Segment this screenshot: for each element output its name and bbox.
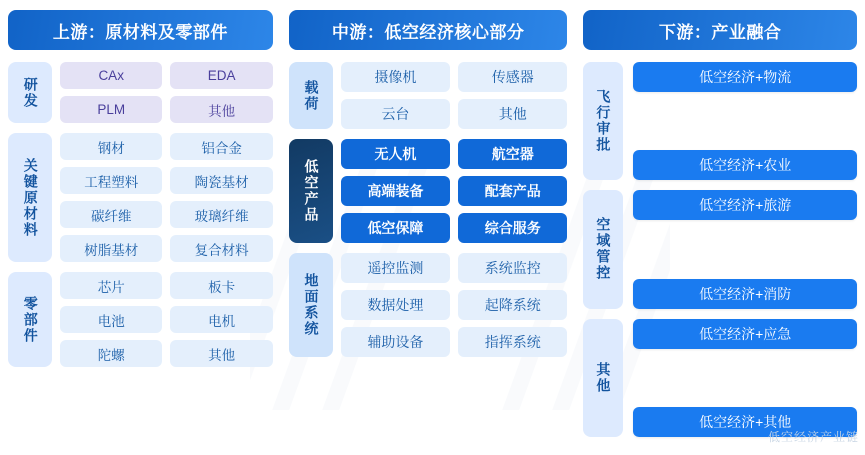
- item-cell[interactable]: 陀螺: [60, 340, 162, 367]
- list-item[interactable]: 低空经济+旅游: [633, 190, 857, 220]
- group-label-other: 其他: [583, 319, 623, 437]
- group-upstream-rd: [8, 62, 273, 123]
- group-items-other: [633, 319, 857, 437]
- item-cell[interactable]: 芯片: [60, 272, 162, 299]
- item-cell[interactable]: 树脂基材: [60, 235, 162, 262]
- group-items-components: [60, 272, 273, 367]
- item-cell[interactable]: 其他: [170, 96, 272, 123]
- list-item[interactable]: 低空经济+其他: [633, 407, 857, 437]
- group-label-components: 零部件: [8, 272, 52, 367]
- item-cell[interactable]: 板卡: [170, 272, 272, 299]
- item-cell[interactable]: PLM: [60, 96, 162, 123]
- group-label-products: 低空产品: [289, 139, 333, 243]
- item-cell[interactable]: 电池: [60, 306, 162, 333]
- item-cell[interactable]: 铝合金: [170, 133, 272, 160]
- group-upstream-materials: [8, 133, 273, 262]
- item-cell[interactable]: 高端装备: [341, 176, 450, 206]
- list-item[interactable]: 低空经济+消防: [633, 279, 857, 309]
- column-downstream: [575, 10, 857, 447]
- item-cell[interactable]: 低空保障: [341, 213, 450, 243]
- group-midstream-products: [289, 139, 568, 243]
- item-cell[interactable]: 指挥系统: [458, 327, 567, 357]
- item-cell[interactable]: 起降系统: [458, 290, 567, 320]
- list-item[interactable]: 低空经济+农业: [633, 150, 857, 180]
- group-label-flight-approval: 飞行审批: [583, 62, 623, 180]
- item-cell[interactable]: 复合材料: [170, 235, 272, 262]
- group-items-airspace-control: [633, 190, 857, 308]
- group-upstream-components: [8, 272, 273, 367]
- group-midstream-ground: [289, 253, 568, 357]
- group-label-materials: 关键原材料: [8, 133, 52, 262]
- item-cell[interactable]: 电机: [170, 306, 272, 333]
- group-items-products: [341, 139, 568, 243]
- item-cell[interactable]: 数据处理: [341, 290, 450, 320]
- item-cell[interactable]: 其他: [458, 99, 567, 129]
- item-cell[interactable]: CAx: [60, 62, 162, 89]
- list-item[interactable]: 低空经济+物流: [633, 62, 857, 92]
- item-cell[interactable]: EDA: [170, 62, 272, 89]
- item-cell[interactable]: 配套产品: [458, 176, 567, 206]
- group-downstream-flight-approval: [583, 62, 857, 180]
- group-label-rd: 研发: [8, 62, 52, 123]
- group-label-payload: 载荷: [289, 62, 333, 129]
- column-upstream: [8, 10, 281, 447]
- column-upstream-title: 上游：原材料及零部件: [8, 10, 273, 50]
- item-cell[interactable]: 无人机: [341, 139, 450, 169]
- column-downstream-title: 下游：产业融合: [583, 10, 857, 50]
- group-midstream-payload: [289, 62, 568, 129]
- item-cell[interactable]: 碳纤维: [60, 201, 162, 228]
- group-items-rd: [60, 62, 273, 123]
- item-cell[interactable]: 摄像机: [341, 62, 450, 92]
- group-items-flight-approval: [633, 62, 857, 180]
- item-cell[interactable]: 钢材: [60, 133, 162, 160]
- item-cell[interactable]: 辅助设备: [341, 327, 450, 357]
- group-items-payload: [341, 62, 568, 129]
- item-cell[interactable]: 陶瓷基材: [170, 167, 272, 194]
- column-midstream: [281, 10, 576, 447]
- group-items-materials: [60, 133, 273, 262]
- group-downstream-airspace-control: [583, 190, 857, 308]
- item-cell[interactable]: 工程塑料: [60, 167, 162, 194]
- item-cell[interactable]: 其他: [170, 340, 272, 367]
- watermark-label: 低空经济产业链: [767, 430, 859, 444]
- item-cell[interactable]: 遥控监测: [341, 253, 450, 283]
- list-item[interactable]: 低空经济+应急: [633, 319, 857, 349]
- item-cell[interactable]: 玻璃纤维: [170, 201, 272, 228]
- group-label-ground: 地面系统: [289, 253, 333, 357]
- column-midstream-title: 中游：低空经济核心部分: [289, 10, 568, 50]
- group-label-airspace-control: 空域管控: [583, 190, 623, 308]
- item-cell[interactable]: 传感器: [458, 62, 567, 92]
- group-downstream-other: [583, 319, 857, 437]
- item-cell[interactable]: 综合服务: [458, 213, 567, 243]
- item-cell[interactable]: 航空器: [458, 139, 567, 169]
- item-cell[interactable]: 系统监控: [458, 253, 567, 283]
- group-items-ground: [341, 253, 568, 357]
- item-cell[interactable]: 云台: [341, 99, 450, 129]
